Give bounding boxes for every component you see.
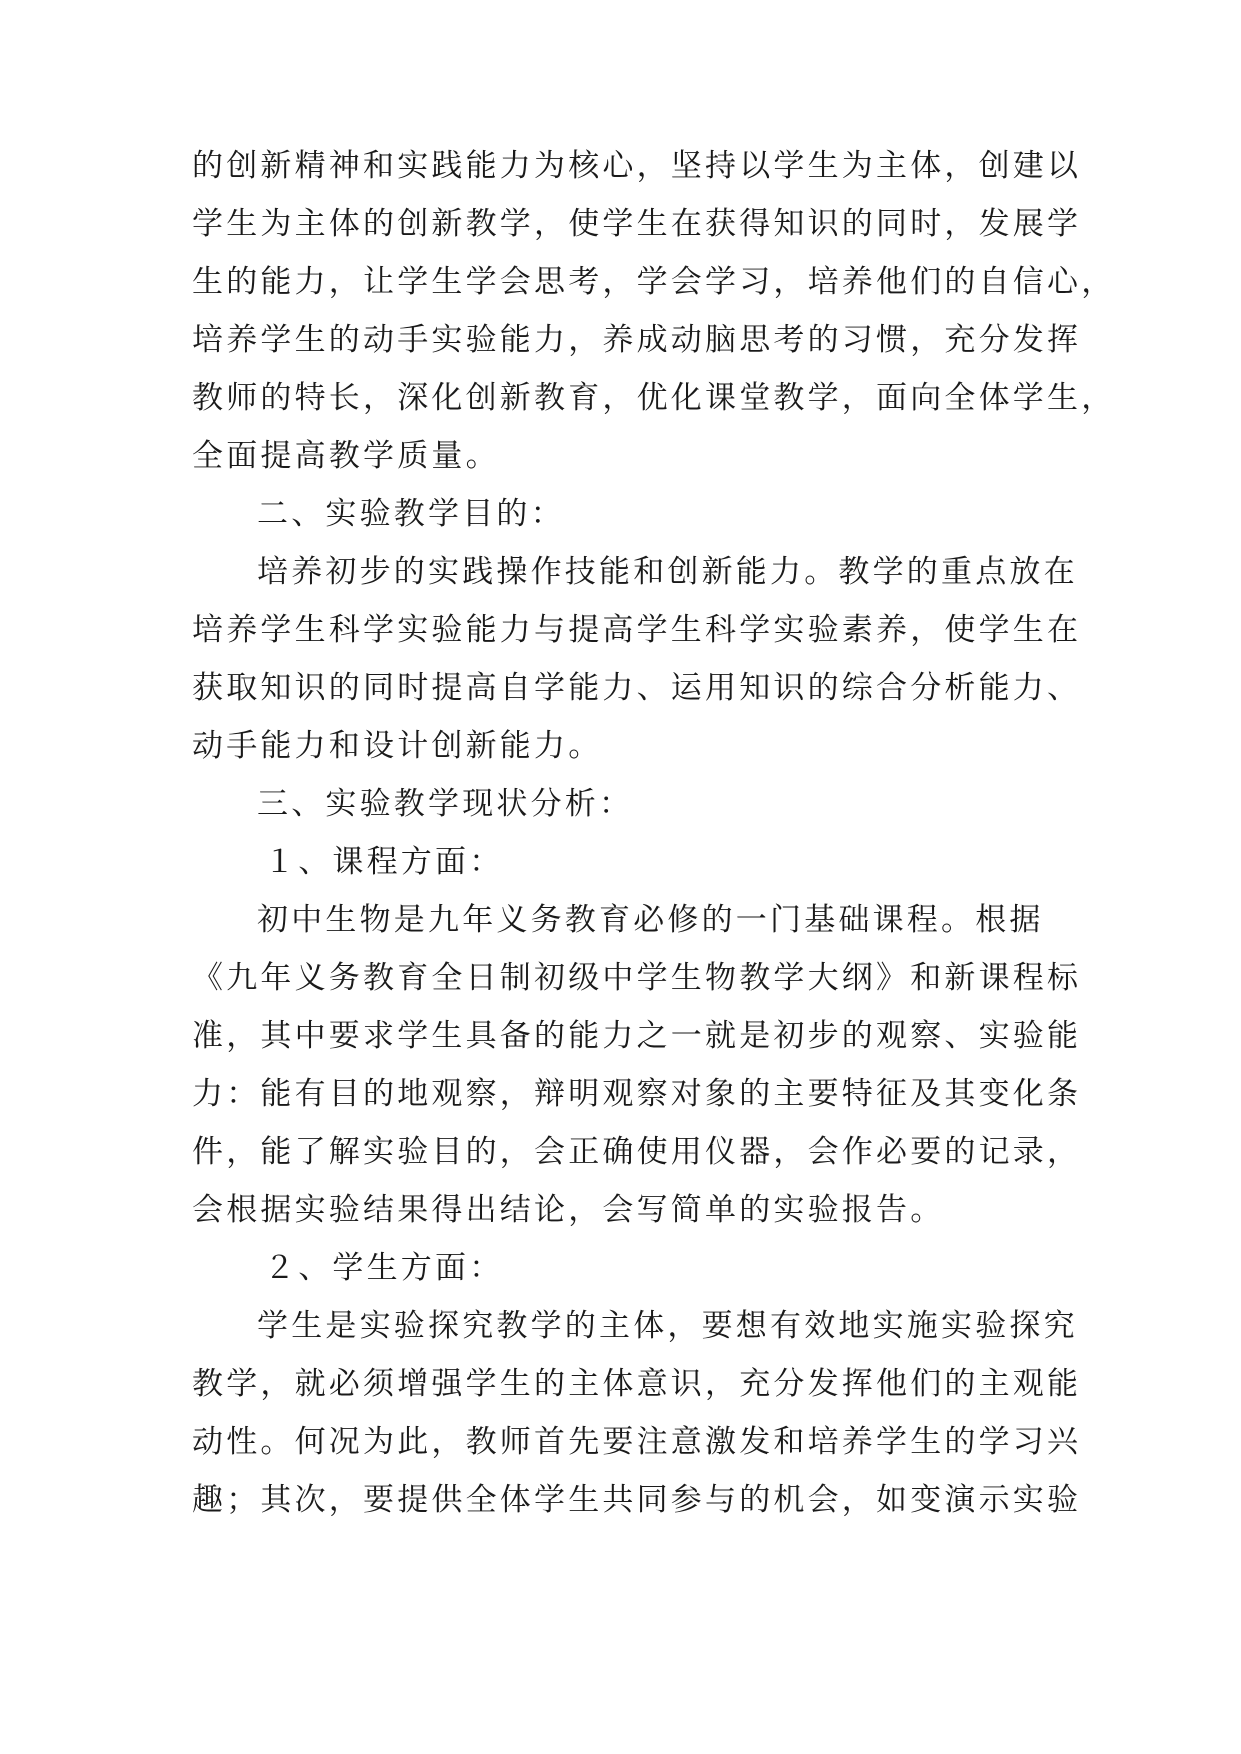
body-text-line: 件，能了解实验目的，会正确使用仪器，会作必要的记录， <box>192 1134 1082 1170</box>
body-text-line: 力：能有目的地观察，辩明观察对象的主要特征及其变化条 <box>192 1076 1082 1112</box>
body-text-line: 《九年义务教育全日制初级中学生物教学大纲》和新课程标 <box>192 960 1082 996</box>
body-text-line: 全面提高教学质量。 <box>192 438 500 474</box>
body-text-line: 获取知识的同时提高自学能力、运用知识的综合分析能力、 <box>192 670 1082 706</box>
body-text-line: 学生为主体的创新教学，使学生在获得知识的同时，发展学 <box>192 206 1082 242</box>
body-text-line: 动性。何况为此，教师首先要注意激发和培养学生的学习兴 <box>192 1424 1082 1460</box>
body-text-line: 学生是实验探究教学的主体，要想有效地实施实验探究 <box>257 1308 1078 1344</box>
body-text-line: 准，其中要求学生具备的能力之一就是初步的观察、实验能 <box>192 1018 1082 1054</box>
body-text-line: 会根据实验结果得出结论，会写简单的实验报告。 <box>192 1192 945 1228</box>
body-text-line: 培养学生的动手实验能力，养成动脑思考的习惯，充分发挥 <box>192 322 1082 358</box>
body-text-line: 趣；其次，要提供全体学生共同参与的机会，如变演示实验 <box>192 1482 1082 1518</box>
body-text-line: 生的能力，让学生学会思考，学会学习，培养他们的自信心， <box>192 264 1116 300</box>
subsection-heading: ２、学生方面： <box>264 1250 504 1286</box>
body-text-line: 初中生物是九年义务教育必修的一门基础课程。根据 <box>257 902 1044 938</box>
body-text-line: 培养学生科学实验能力与提高学生科学实验素养，使学生在 <box>192 612 1082 648</box>
body-text-line: 教学，就必须增强学生的主体意识，充分发挥他们的主观能 <box>192 1366 1082 1402</box>
body-text-line: 动手能力和设计创新能力。 <box>192 728 603 764</box>
section-heading: 三、实验教学现状分析： <box>257 786 634 822</box>
section-heading: 二、实验教学目的： <box>257 496 565 532</box>
body-text-line: 教师的特长，深化创新教育，优化课堂教学，面向全体学生， <box>192 380 1116 416</box>
subsection-heading: １、课程方面： <box>264 844 504 880</box>
body-text-line: 培养初步的实践操作技能和创新能力。教学的重点放在 <box>257 554 1078 590</box>
body-text-line: 的创新精神和实践能力为核心，坚持以学生为主体，创建以 <box>192 148 1082 184</box>
